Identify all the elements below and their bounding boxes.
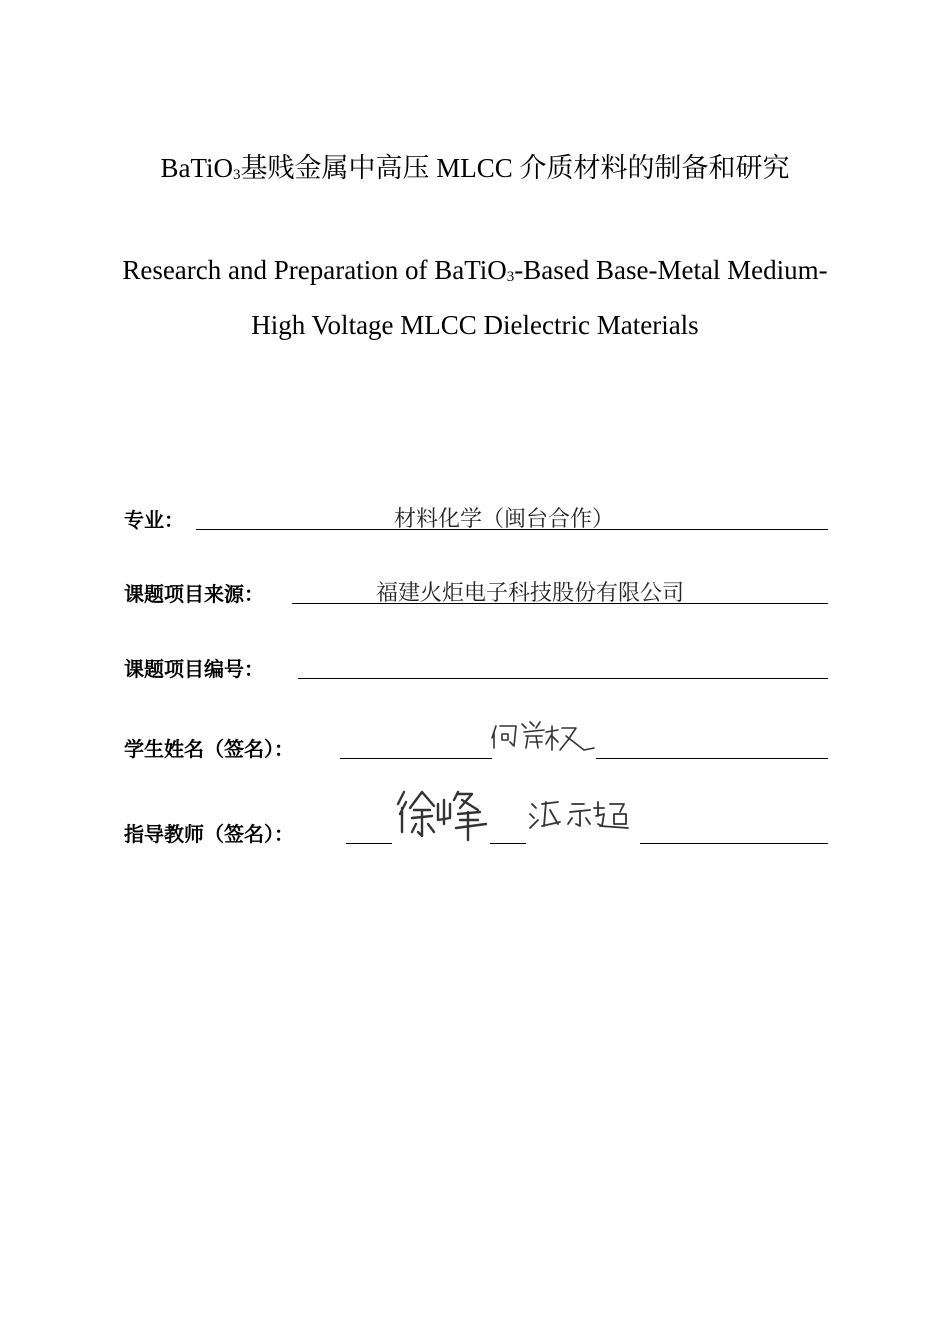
advisor-signature-1-image [394, 786, 490, 844]
project-number-underline [298, 678, 828, 679]
advisor-signature-2-image [528, 796, 632, 836]
thesis-title-english [0, 246, 950, 349]
advisor-underline-3 [640, 843, 828, 844]
project-source-value: 福建火炬电子科技股份有限公司 [376, 580, 685, 605]
title-en-line1-suffix: -Based Base-Metal Medium- [514, 255, 828, 285]
title-en-subscript: 3 [506, 269, 515, 285]
advisor-name-label: 指导教师（签名）： [124, 822, 294, 846]
title-cn-subscript: 3 [233, 167, 241, 183]
student-underline-left [340, 758, 492, 759]
title-en-line-2: High Voltage MLCC Dielectric Materials [251, 310, 699, 340]
major-label: 专业： [124, 508, 184, 532]
student-name-label: 学生姓名（签名）： [124, 737, 294, 761]
title-cn-prefix: BaTiO [160, 153, 233, 183]
title-en-line1-prefix: Research and Preparation of BaTiO [122, 255, 507, 285]
advisor-underline-1 [346, 843, 392, 844]
project-source-label: 课题项目来源： [124, 582, 264, 606]
major-value: 材料化学（闽台合作） [394, 506, 615, 531]
thesis-title-chinese [0, 148, 950, 195]
student-signature-image [490, 718, 598, 758]
project-number-label: 课题项目编号： [124, 657, 264, 681]
student-underline-right [596, 758, 828, 759]
title-en-line-1 [0, 246, 950, 301]
advisor-underline-2 [490, 843, 526, 844]
title-cn-suffix: 基贱金属中高压 MLCC 介质材料的制备和研究 [240, 153, 790, 183]
